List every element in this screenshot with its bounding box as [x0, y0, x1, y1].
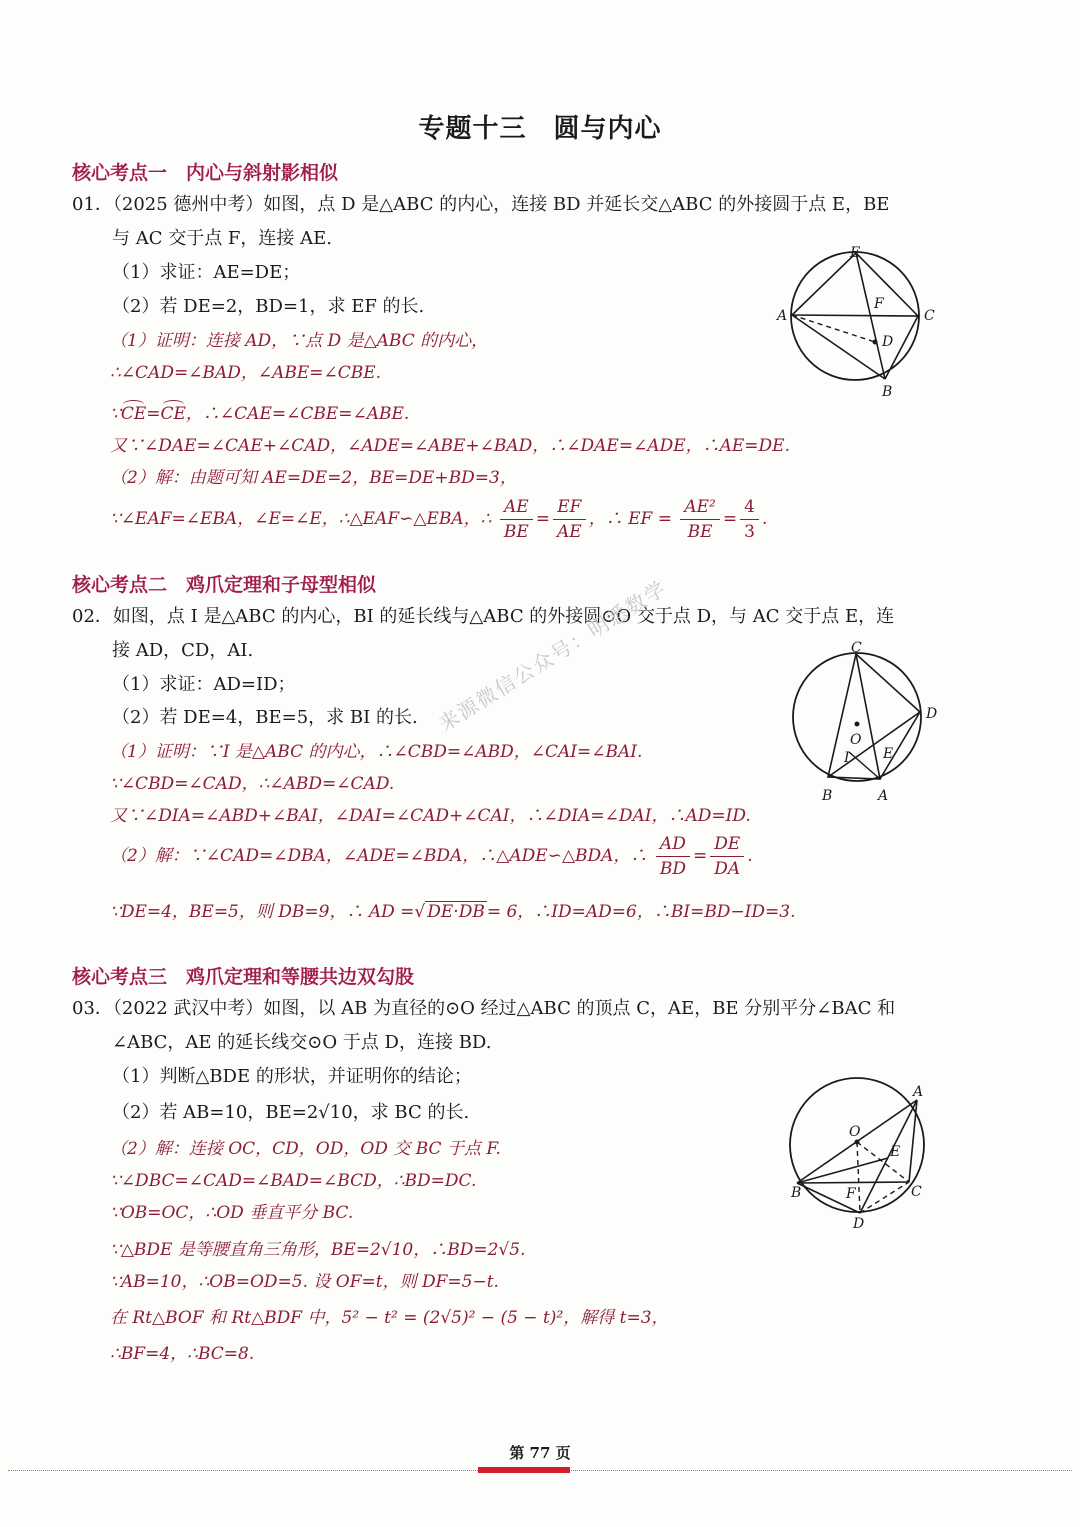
section-heading-1: 核心考点一 内心与斜射影相似 — [72, 162, 339, 184]
page-title: 专题十三 圆与内心 — [418, 114, 662, 144]
label-d: D — [882, 334, 894, 350]
q2-answer-line4-text: （2）解：∵∠CAD=∠DBA，∠ADE=∠BDA，∴△ADE∽△BDA，∴ — [110, 846, 648, 866]
q3-stem-line2: ∠ABC，AE 的延长线交⊙O 于点 D，连接 BD. — [112, 1032, 492, 1053]
triangle-eac — [792, 253, 918, 316]
q1-answer-line6 — [110, 495, 767, 544]
arc-ce-2: CE — [160, 404, 186, 424]
fraction-ae-be: $\frac{AE}{BE}$ — [500, 495, 533, 544]
equals: = — [692, 846, 708, 866]
point-d — [873, 340, 878, 345]
q1-answer-line3 — [110, 399, 409, 424]
watermark: 来源微信公众号：明悉数学 — [434, 575, 672, 736]
q3-answer-line3: ∵OB=OC，∴OD 垂直平分 BC. — [110, 1203, 354, 1223]
q1-ef-expr: ，∴ EF = — [588, 509, 672, 529]
q3-answer-line1: （2）解：连接 OC，CD，OD，OD 交 BC 于点 F. — [110, 1139, 501, 1159]
q1-stem-line1: 01．（2025 德州中考）如图，点 D 是△ABC 的内心，连接 BD 并延长交△ABC 的外接圆于点 E，BE — [72, 194, 890, 215]
footer-accent-bar — [478, 1467, 570, 1473]
q3-answer-line2: ∵∠DBC=∠CAD=∠BAD=∠BCD，∴BD=DC. — [110, 1171, 477, 1191]
label-c: C — [924, 308, 935, 324]
label-b: B — [822, 788, 833, 804]
segment-bc — [797, 1182, 909, 1183]
label-e: E — [890, 1144, 901, 1160]
segment-od-dashed — [857, 1142, 860, 1213]
q3-part1: （1）判断△BDE 的形状，并证明你的结论； — [112, 1066, 472, 1087]
q2-stem-line1: 02．如图，点 I 是△ABC 的内心，BI 的延长线与△ABC 的外接圆⊙O 交于点 D，与 AC 交于点 E，连 — [72, 606, 895, 627]
q2-stem-line2: 接 AD，CD，AI. — [112, 640, 254, 661]
section-heading-2: 核心考点二 鸡爪定理和子母型相似 — [72, 574, 377, 596]
period: . — [761, 509, 768, 529]
q1-part2: （2）若 DE=2，BD=1，求 EF 的长. — [112, 296, 425, 317]
q2-answer-line3: 又∵∠DIA=∠ABD+∠BAI，∠DAI=∠CAD+∠CAI，∴∠DIA=∠DAI，∴AD=ID. — [110, 806, 751, 826]
label-d: D — [926, 706, 938, 722]
q3-stem-line1: 03．（2022 武汉中考）如图，以 AB 为直径的⊙O 经过△ABC 的顶点 C，AE，BE 分别平分∠BAC 和 — [72, 998, 896, 1019]
q2-answer-line1: （1）证明：∵I 是△ABC 的内心，∴∠CBD=∠ABD，∠CAI=∠BAI. — [110, 742, 643, 762]
segment-ad — [860, 1100, 917, 1213]
q2-answer-line5-rest: = 6，∴ID=AD=6，∴BI=BD−ID=3. — [486, 902, 796, 922]
label-e: E — [850, 245, 861, 261]
circumcircle-o — [793, 653, 921, 781]
q1-answer-line5: （2）解：由题可知 AE=DE=2，BE=DE+BD=3， — [110, 468, 517, 488]
q1-figure — [770, 238, 950, 403]
arc-ce-1: CE — [120, 404, 147, 424]
q3-answer-line4: ∵△BDE 是等腰直角三角形，BE=2√10，∴BD=2√5. — [110, 1240, 526, 1260]
label-a: A — [913, 1084, 924, 1100]
label-a: A — [878, 788, 889, 804]
q1-answer-line1: （1）证明：连接 AD，∵点 D 是△ABC 的内心， — [110, 331, 489, 351]
segment-be — [797, 1158, 888, 1183]
triangle-abc — [828, 654, 880, 779]
q3-answer-line6: 在 Rt△BOF 和 Rt△BDF 中，5² − t² = (2√5)² − (5 − t)²，解得 t=3， — [110, 1308, 669, 1328]
fraction-ad-bd: $\frac{AD}{BD}$ — [656, 832, 690, 881]
q2-answer-line4 — [110, 832, 753, 881]
segment-ad-dashed — [792, 315, 875, 342]
equals: = — [146, 404, 161, 424]
label-b: B — [882, 384, 893, 400]
label-f: F — [874, 296, 884, 312]
segment-ab — [792, 315, 885, 379]
label-e: E — [883, 746, 894, 762]
segment-bd — [828, 712, 920, 777]
period: . — [747, 846, 753, 866]
q1-answer-line3-rest: ，∴∠CAE=∠CBE=∠ABE. — [185, 404, 410, 424]
q2-answer-line5 — [110, 897, 796, 922]
q2-part2: （2）若 DE=4，BE=5，求 BI 的长. — [112, 707, 418, 728]
fraction-ef-ae: $\frac{EF}{AE}$ — [553, 495, 586, 544]
q2-figure — [780, 632, 950, 812]
fraction-4-3: $\frac{4}{3}$ — [740, 495, 759, 544]
q3-answer-line5: ∵AB=10，∴OB=OD=5. 设 OF=t，则 DF=5−t. — [110, 1272, 499, 1292]
label-c: C — [911, 1184, 922, 1200]
q1-part1: （1）求证：AE=DE； — [112, 262, 301, 283]
label-i: I — [844, 750, 850, 766]
label-d: D — [853, 1216, 865, 1232]
q1-answer-line6-text: ∵∠EAF=∠EBA，∠E=∠E，∴△EAF∽△EBA，∴ — [110, 509, 492, 529]
q3-answer-line7: ∴BF=4，∴BC=8. — [110, 1344, 255, 1364]
q3-part2: （2）若 AB=10，BE=2√10，求 BC 的长. — [112, 1102, 470, 1123]
label-o: O — [849, 1124, 861, 1140]
q2-part1: （1）求证：AD=ID； — [112, 674, 296, 695]
q2-answer-line5-text: ∵DE=4，BE=5，则 DB=9，∴ AD =√ — [110, 902, 426, 922]
page-number: 第 77 页 — [509, 1444, 571, 1462]
label-c: C — [851, 640, 862, 656]
label-b: B — [791, 1185, 802, 1201]
q1-answer-line4: 又∵∠DAE=∠CAE+∠CAD，∠ADE=∠ABE+∠BAD，∴∠DAE=∠ADE，∴AE=DE. — [110, 436, 790, 456]
fraction-de-da: $\frac{DE}{DA}$ — [710, 832, 744, 881]
equals: = — [722, 509, 738, 529]
q2-answer-line2: ∵∠CBD=∠CAD，∴∠ABD=∠CAD. — [110, 774, 395, 794]
label-o: O — [850, 732, 862, 748]
because-symbol: ∵ — [110, 404, 121, 424]
equals: = — [535, 509, 551, 529]
section-heading-3: 核心考点三 鸡爪定理和等腰共边双勾股 — [72, 966, 415, 988]
label-f: F — [846, 1186, 856, 1202]
center-o — [855, 722, 860, 727]
center-o — [855, 1140, 860, 1145]
q1-stem-line2: 与 AC 交于点 F，连接 AE. — [112, 228, 333, 249]
segment-oc-dashed — [857, 1142, 909, 1182]
radicand: DE·DB — [427, 902, 485, 922]
fraction-ae2-be: $\frac{\text{AE²}}{BE}$ — [680, 495, 720, 544]
label-a: A — [777, 308, 788, 324]
q3-figure — [780, 1070, 950, 1235]
q1-answer-line2: ∴∠CAD=∠BAD，∠ABE=∠CBE. — [110, 363, 382, 383]
